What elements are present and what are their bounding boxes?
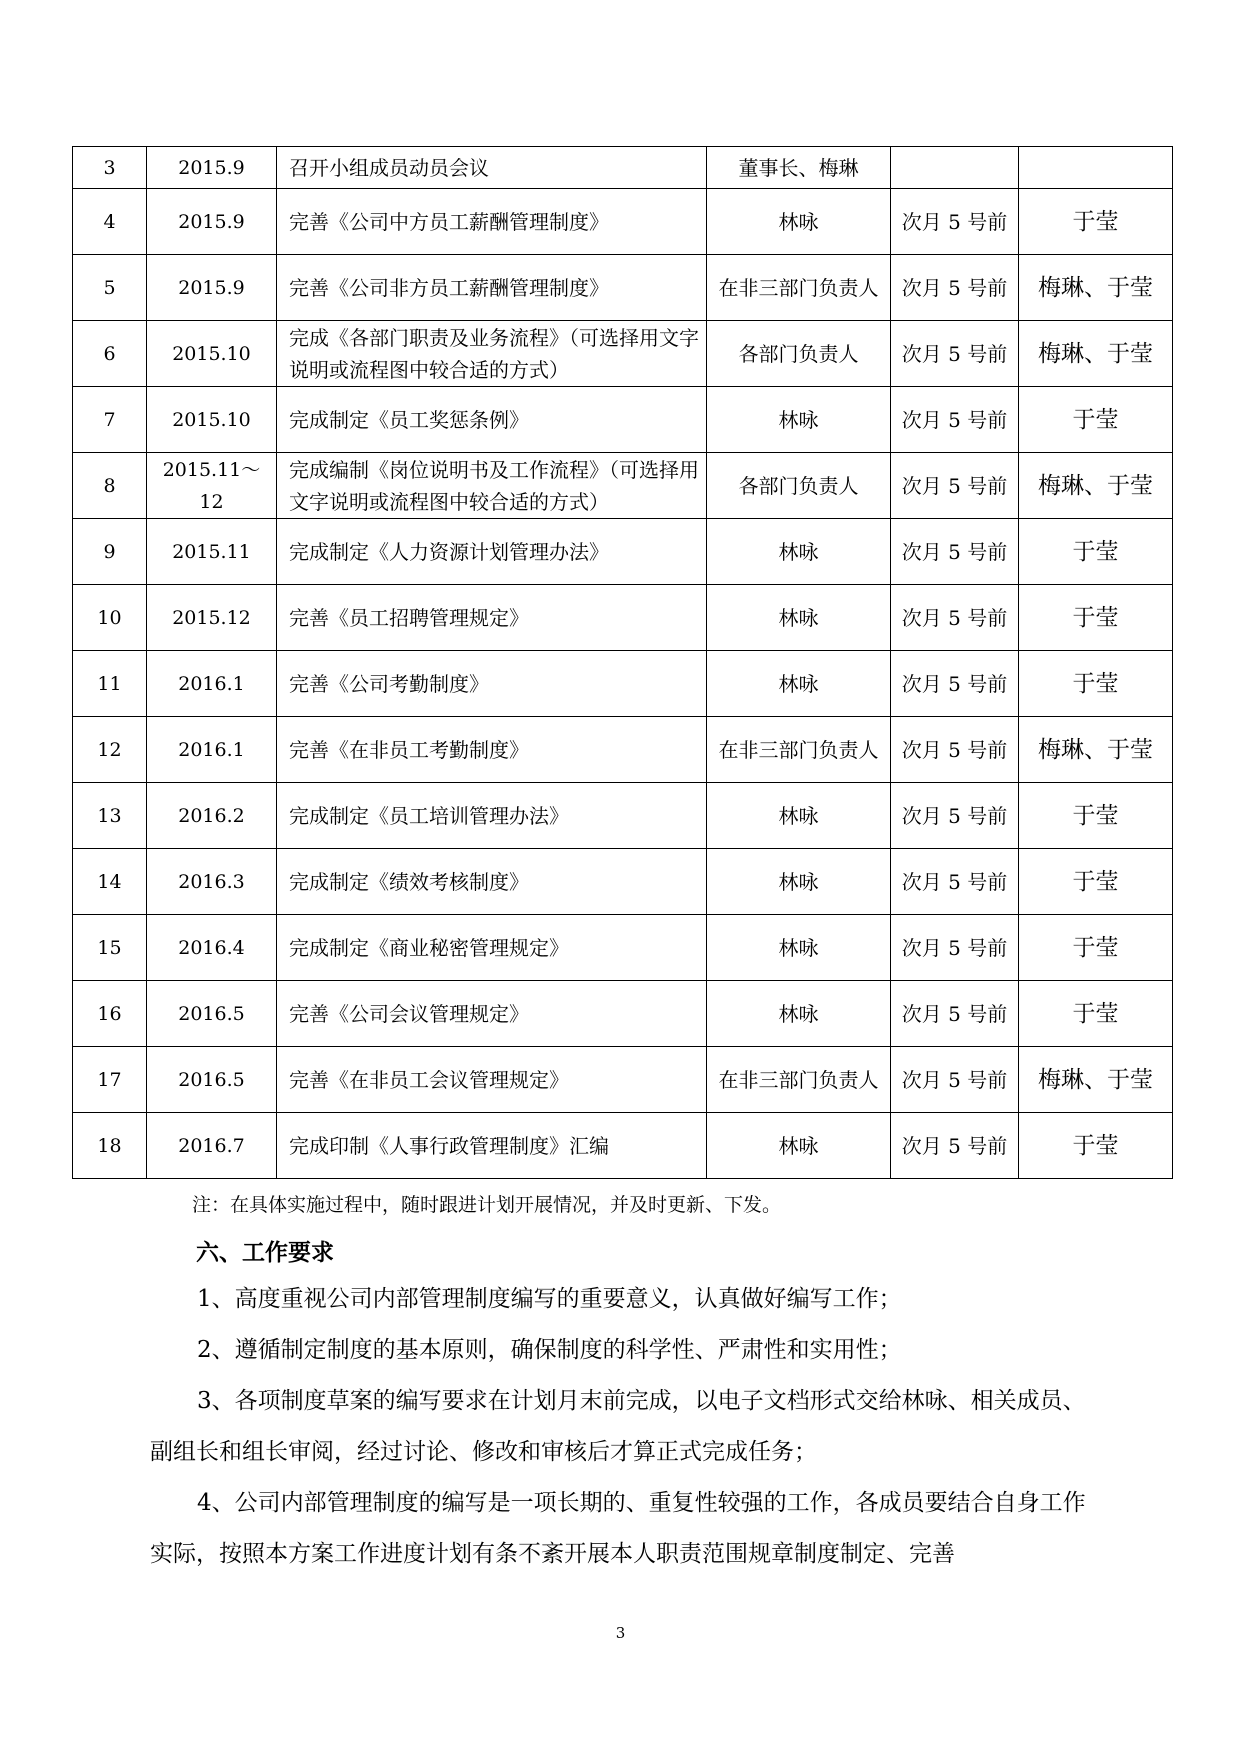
deadline-cell: 次月 5 号前 xyxy=(891,255,1019,321)
task-cell: 完善《公司会议管理规定》 xyxy=(277,981,707,1047)
date-cell: 2016.1 xyxy=(147,651,277,717)
task-cell: 召开小组成员动员会议 xyxy=(277,147,707,189)
owner-cell: 林咏 xyxy=(707,1113,891,1179)
task-cell: 完成制定《员工奖惩条例》 xyxy=(277,387,707,453)
deadline-cell: 次月 5 号前 xyxy=(891,981,1019,1047)
row-number-cell: 3 xyxy=(73,147,147,189)
owner-cell: 董事长、梅琳 xyxy=(707,147,891,189)
deadline-cell: 次月 5 号前 xyxy=(891,915,1019,981)
reviewer-cell: 于莹 xyxy=(1019,585,1173,651)
owner-cell: 林咏 xyxy=(707,981,891,1047)
owner-cell: 林咏 xyxy=(707,651,891,717)
table-row xyxy=(73,915,1173,981)
date-cell: 2015.11～12 xyxy=(147,453,277,519)
task-cell: 完善《在非员工考勤制度》 xyxy=(277,717,707,783)
owner-cell: 林咏 xyxy=(707,783,891,849)
date-cell: 2015.10 xyxy=(147,321,277,387)
date-cell: 2016.4 xyxy=(147,915,277,981)
requirement-paragraph: 3、各项制度草案的编写要求在计划月末前完成，以电子文档形式交给林咏、相关成员、副组长和组长审阅，经过讨论、修改和审核后才算正式完成任务； xyxy=(150,1388,1086,1465)
table-row xyxy=(73,981,1173,1047)
task-cell: 完善《员工招聘管理规定》 xyxy=(277,585,707,651)
reviewer-cell xyxy=(1019,147,1173,189)
date-cell: 2015.9 xyxy=(147,255,277,321)
owner-cell: 林咏 xyxy=(707,915,891,981)
row-number-cell: 16 xyxy=(73,981,147,1047)
deadline-cell: 次月 5 号前 xyxy=(891,849,1019,915)
table-row xyxy=(73,1113,1173,1179)
schedule-table-body xyxy=(73,147,1173,1179)
date-cell: 2015.9 xyxy=(147,147,277,189)
deadline-cell: 次月 5 号前 xyxy=(891,783,1019,849)
table-row xyxy=(73,585,1173,651)
deadline-cell xyxy=(891,147,1019,189)
row-number-cell: 6 xyxy=(73,321,147,387)
row-number-cell: 10 xyxy=(73,585,147,651)
reviewer-cell: 于莹 xyxy=(1019,189,1173,255)
deadline-cell: 次月 5 号前 xyxy=(891,321,1019,387)
task-cell: 完善《公司考勤制度》 xyxy=(277,651,707,717)
table-row xyxy=(73,849,1173,915)
table-row xyxy=(73,189,1173,255)
row-number-cell: 4 xyxy=(73,189,147,255)
row-number-cell: 18 xyxy=(73,1113,147,1179)
reviewer-cell: 梅琳、于莹 xyxy=(1019,255,1173,321)
owner-cell: 在非三部门负责人 xyxy=(707,717,891,783)
requirement-paragraph: 4、公司内部管理制度的编写是一项长期的、重复性较强的工作，各成员要结合自身工作实际，按照本方案工作进度计划有条不紊开展本人职责范围规章制度制定、完善 xyxy=(150,1490,1086,1567)
owner-cell: 各部门负责人 xyxy=(707,453,891,519)
reviewer-cell: 于莹 xyxy=(1019,981,1173,1047)
table-row xyxy=(73,1047,1173,1113)
deadline-cell: 次月 5 号前 xyxy=(891,189,1019,255)
table-row xyxy=(73,387,1173,453)
task-cell: 完成制定《人力资源计划管理办法》 xyxy=(277,519,707,585)
task-cell: 完善《公司中方员工薪酬管理制度》 xyxy=(277,189,707,255)
task-cell: 完成印制《人事行政管理制度》汇编 xyxy=(277,1113,707,1179)
row-number-cell: 13 xyxy=(73,783,147,849)
owner-cell: 林咏 xyxy=(707,387,891,453)
owner-cell: 在非三部门负责人 xyxy=(707,1047,891,1113)
section-heading: 六、工作要求 xyxy=(196,1239,334,1266)
owner-cell: 林咏 xyxy=(707,519,891,585)
table-note: 注：在具体实施过程中，随时跟进计划开展情况，并及时更新、下发。 xyxy=(192,1194,782,1216)
deadline-cell: 次月 5 号前 xyxy=(891,1113,1019,1179)
row-number-cell: 9 xyxy=(73,519,147,585)
table-row xyxy=(73,453,1173,519)
reviewer-cell: 梅琳、于莹 xyxy=(1019,321,1173,387)
row-number-cell: 12 xyxy=(73,717,147,783)
row-number-cell: 15 xyxy=(73,915,147,981)
requirement-paragraph: 1、高度重视公司内部管理制度编写的重要意义，认真做好编写工作； xyxy=(197,1286,902,1312)
task-cell: 完善《在非员工会议管理规定》 xyxy=(277,1047,707,1113)
reviewer-cell: 梅琳、于莹 xyxy=(1019,717,1173,783)
table-row xyxy=(73,255,1173,321)
row-number-cell: 14 xyxy=(73,849,147,915)
reviewer-cell: 于莹 xyxy=(1019,519,1173,585)
table-row xyxy=(73,783,1173,849)
owner-cell: 林咏 xyxy=(707,189,891,255)
deadline-cell: 次月 5 号前 xyxy=(891,651,1019,717)
reviewer-cell: 于莹 xyxy=(1019,783,1173,849)
deadline-cell: 次月 5 号前 xyxy=(891,453,1019,519)
date-cell: 2015.9 xyxy=(147,189,277,255)
date-cell: 2016.2 xyxy=(147,783,277,849)
owner-cell: 林咏 xyxy=(707,585,891,651)
owner-cell: 林咏 xyxy=(707,849,891,915)
task-cell: 完成制定《员工培训管理办法》 xyxy=(277,783,707,849)
requirement-paragraph: 2、遵循制定制度的基本原则，确保制度的科学性、严肃性和实用性； xyxy=(197,1337,902,1363)
row-number-cell: 11 xyxy=(73,651,147,717)
table-row xyxy=(73,147,1173,189)
row-number-cell: 5 xyxy=(73,255,147,321)
date-cell: 2016.7 xyxy=(147,1113,277,1179)
deadline-cell: 次月 5 号前 xyxy=(891,585,1019,651)
date-cell: 2016.3 xyxy=(147,849,277,915)
reviewer-cell: 于莹 xyxy=(1019,387,1173,453)
date-cell: 2016.1 xyxy=(147,717,277,783)
row-number-cell: 17 xyxy=(73,1047,147,1113)
owner-cell: 在非三部门负责人 xyxy=(707,255,891,321)
date-cell: 2016.5 xyxy=(147,1047,277,1113)
reviewer-cell: 于莹 xyxy=(1019,915,1173,981)
task-cell: 完成制定《绩效考核制度》 xyxy=(277,849,707,915)
table-row xyxy=(73,321,1173,387)
owner-cell: 各部门负责人 xyxy=(707,321,891,387)
deadline-cell: 次月 5 号前 xyxy=(891,387,1019,453)
deadline-cell: 次月 5 号前 xyxy=(891,717,1019,783)
reviewer-cell: 于莹 xyxy=(1019,849,1173,915)
deadline-cell: 次月 5 号前 xyxy=(891,1047,1019,1113)
reviewer-cell: 于莹 xyxy=(1019,1113,1173,1179)
date-cell: 2015.11 xyxy=(147,519,277,585)
reviewer-cell: 于莹 xyxy=(1019,651,1173,717)
date-cell: 2015.12 xyxy=(147,585,277,651)
task-cell: 完成编制《岗位说明书及工作流程》（可选择用文字说明或流程图中较合适的方式） xyxy=(277,453,707,519)
reviewer-cell: 梅琳、于莹 xyxy=(1019,1047,1173,1113)
task-cell: 完善《公司非方员工薪酬管理制度》 xyxy=(277,255,707,321)
task-cell: 完成制定《商业秘密管理规定》 xyxy=(277,915,707,981)
table-row xyxy=(73,651,1173,717)
schedule-table xyxy=(72,146,1173,1179)
page-number: 3 xyxy=(615,1624,626,1642)
task-cell: 完成《各部门职责及业务流程》（可选择用文字说明或流程图中较合适的方式） xyxy=(277,321,707,387)
table-row xyxy=(73,717,1173,783)
reviewer-cell: 梅琳、于莹 xyxy=(1019,453,1173,519)
date-cell: 2015.10 xyxy=(147,387,277,453)
table-row xyxy=(73,519,1173,585)
date-cell: 2016.5 xyxy=(147,981,277,1047)
row-number-cell: 7 xyxy=(73,387,147,453)
row-number-cell: 8 xyxy=(73,453,147,519)
deadline-cell: 次月 5 号前 xyxy=(891,519,1019,585)
